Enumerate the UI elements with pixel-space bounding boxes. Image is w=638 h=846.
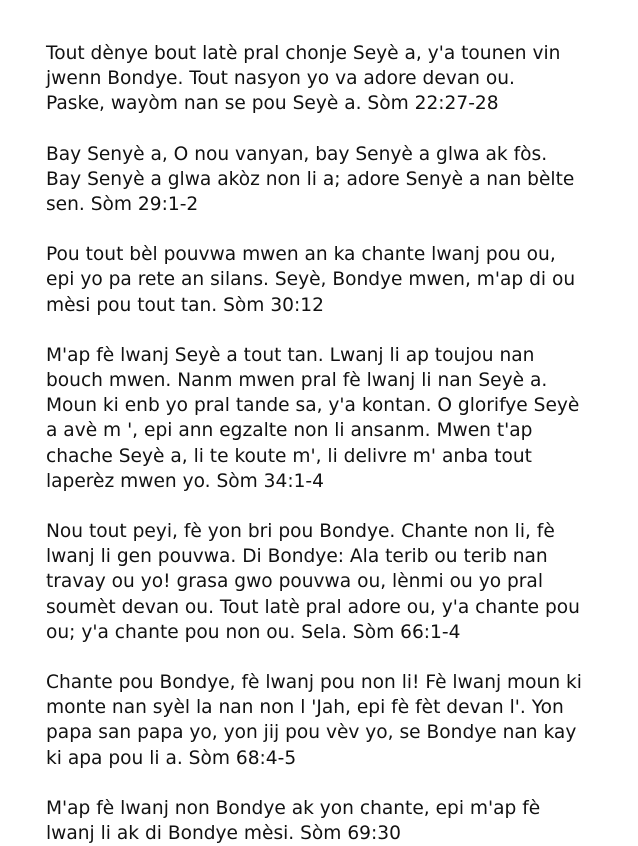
verse-paragraph-6: Chante pou Bondye, fè lwanj pou non li! Fè lwanj moun ki monte nan syèl la nan non l 'Jah, epi fè fèt devan l'. Yon papa san papa yo, yon jij pou vèv yo, se Bondye nan kay ki apa pou li a. Sòm 68:4-5: [46, 672, 582, 769]
verse-paragraph-5: Nou tout peyi, fè yon bri pou Bondye. Chante non li, fè lwanj li gen pouvwa. Di Bondye: Ala terib ou terib nan travay ou yo! grasa gwo pouvwa ou, lènmi ou yo pral soumèt devan ou. Tout latè pral adore ou, y'a chante pou ou; y'a chante pou non ou. Sela. Sòm 66:1-4: [46, 521, 580, 643]
verse-paragraph-2: Bay Senyè a, O nou vanyan, bay Senyè a glwa ak fòs. Bay Senyè a glwa akòz non li a; adore Senyè a nan bèlte sen. Sòm 29:1-2: [46, 143, 575, 216]
verse-paragraph-3: Pou tout bèl pouvwa mwen an ka chante lwanj pou ou, epi yo pa rete an silans. Seyè, Bondye mwen, m'ap di ou mèsi pou tout tan. Sòm 30:12: [46, 244, 576, 316]
verse-paragraph-1: Tout dènye bout latè pral chonje Seyè a, y'a tounen vin jwenn Bondye. Tout nasyon yo va adore devan ou. Paske, wayòm nan se pou Seyè a. Sòm 22:27-28: [46, 43, 561, 115]
verse-paragraph-7: M'ap fè lwanj non Bondye ak yon chante, epi m'ap fè lwanj li ak di Bondye mèsi. Sòm 69:30: [46, 797, 541, 845]
verse-paragraph-4: M'ap fè lwanj Seyè a tout tan. Lwanj li ap toujou nan bouch mwen. Nanm mwen pral fè lwanj li nan Seyè a. Moun ki enb yo pral tande sa, y'a kontan. O glorifye Seyè a avè m ', epi ann egzalte non li ansanm. Mwen t'ap chache Seyè a, li te koute m', li delivre m' anba tout laperèz mwen yo. Sòm 34:1-4: [46, 344, 580, 492]
